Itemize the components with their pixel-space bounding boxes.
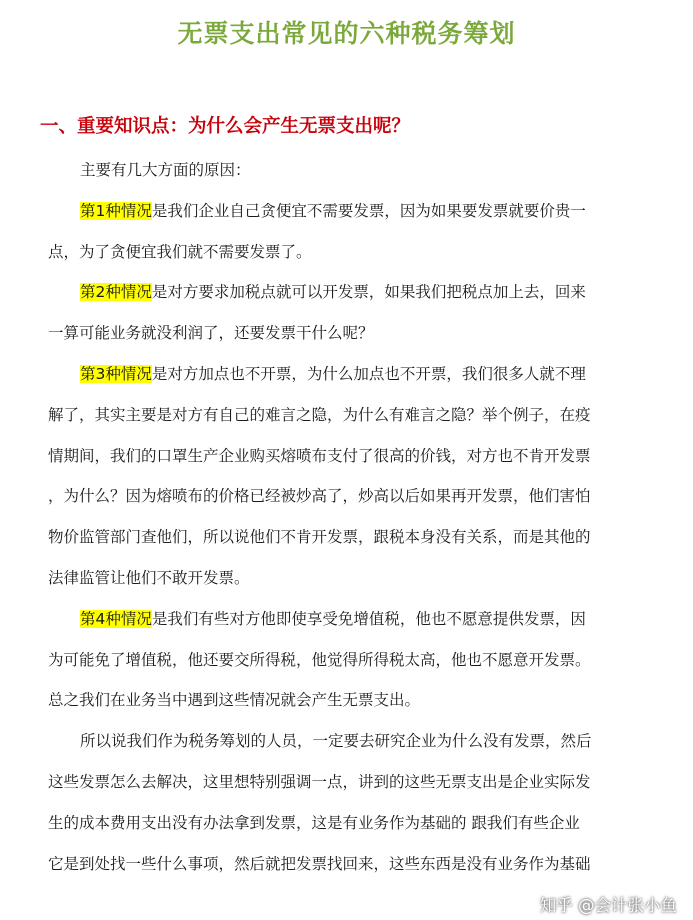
final-para-line-4: 它是到处找一些什么事项，然后就把发票找回来，这些东西是没有业务作为基础 bbox=[48, 854, 591, 873]
zhihu-watermark: 知乎 @会计张小鱼 bbox=[539, 896, 677, 915]
case-1-line-2: 点，为了贪便宜我们就不需要发票了。 bbox=[48, 242, 312, 261]
case-3-line-1 bbox=[48, 354, 648, 395]
case-2-text-1: 是对方要求加税点就可以开发票，如果我们把税点加上去，回来 bbox=[151, 283, 586, 302]
case-4-text-1: 是我们有些对方他即使享受免增值税，他也不愿意提供发票，因 bbox=[151, 609, 586, 628]
case-2-line-2: 一算可能业务就没利润了，还要发票干什么呢？ bbox=[48, 324, 374, 343]
case-3-line-5: 物价监管部门查他们，所以说他们不肯开发票，跟税本身没有关系，而是其他的 bbox=[48, 528, 591, 547]
case-3-line-6: 法律监管让他们不敢开发票。 bbox=[48, 568, 250, 587]
case-1-label: 第1种情况 bbox=[80, 201, 152, 220]
final-para-line-1: 所以说我们作为税务筹划的人员，一定要去研究企业为什么没有发票，然后 bbox=[80, 732, 592, 751]
case-3-line-2: 解了，其实主要是对方有自己的难言之隐，为什么有难言之隐？举个例子，在疫 bbox=[48, 405, 591, 424]
page-title: 无票支出常见的六种税务筹划 bbox=[177, 19, 516, 48]
final-para-line-2: 这些发票怎么去解决，这里想特别强调一点，讲到的这些无票支出是企业实际发 bbox=[48, 772, 591, 791]
case-4-line-1 bbox=[48, 599, 648, 640]
case-4-label: 第4种情况 bbox=[80, 609, 152, 628]
case-1-line-1 bbox=[48, 191, 648, 232]
case-3-text-1: 是对方加点也不开票，为什么加点也不开票，我们很多人就不理 bbox=[151, 364, 586, 383]
case-1-text-1: 是我们企业自己贪便宜不需要发票，因为如果要发票就要价贵一 bbox=[151, 201, 586, 220]
intro-line: 主要有几大方面的原因： bbox=[80, 161, 251, 179]
case-2-line-1 bbox=[48, 272, 648, 313]
case-4-line-2: 为可能免了增值税，他还要交所得税，他觉得所得税太高，他也不愿意开发票。 bbox=[48, 650, 591, 669]
case-3-line-4: ，为什么？因为熔喷布的价格已经被炒高了，炒高以后如果再开发票，他们害怕 bbox=[48, 487, 591, 506]
case-3-line-3: 情期间，我们的口罩生产企业购买熔喷布支付了很高的价钱，对方也不肯开发票 bbox=[48, 446, 591, 465]
case-2-label: 第2种情况 bbox=[80, 283, 152, 302]
article-body bbox=[48, 150, 648, 884]
section-heading: 一、重要知识点：为什么会产生无票支出呢？ bbox=[40, 116, 411, 137]
summary-line: 总之我们在业务当中遇到这些情况就会产生无票支出。 bbox=[48, 691, 421, 710]
case-3-label: 第3种情况 bbox=[80, 364, 152, 383]
final-para-line-3: 生的成本费用支出没有办法拿到发票，这是有业务作为基础的 跟我们有些企业 bbox=[48, 813, 580, 832]
